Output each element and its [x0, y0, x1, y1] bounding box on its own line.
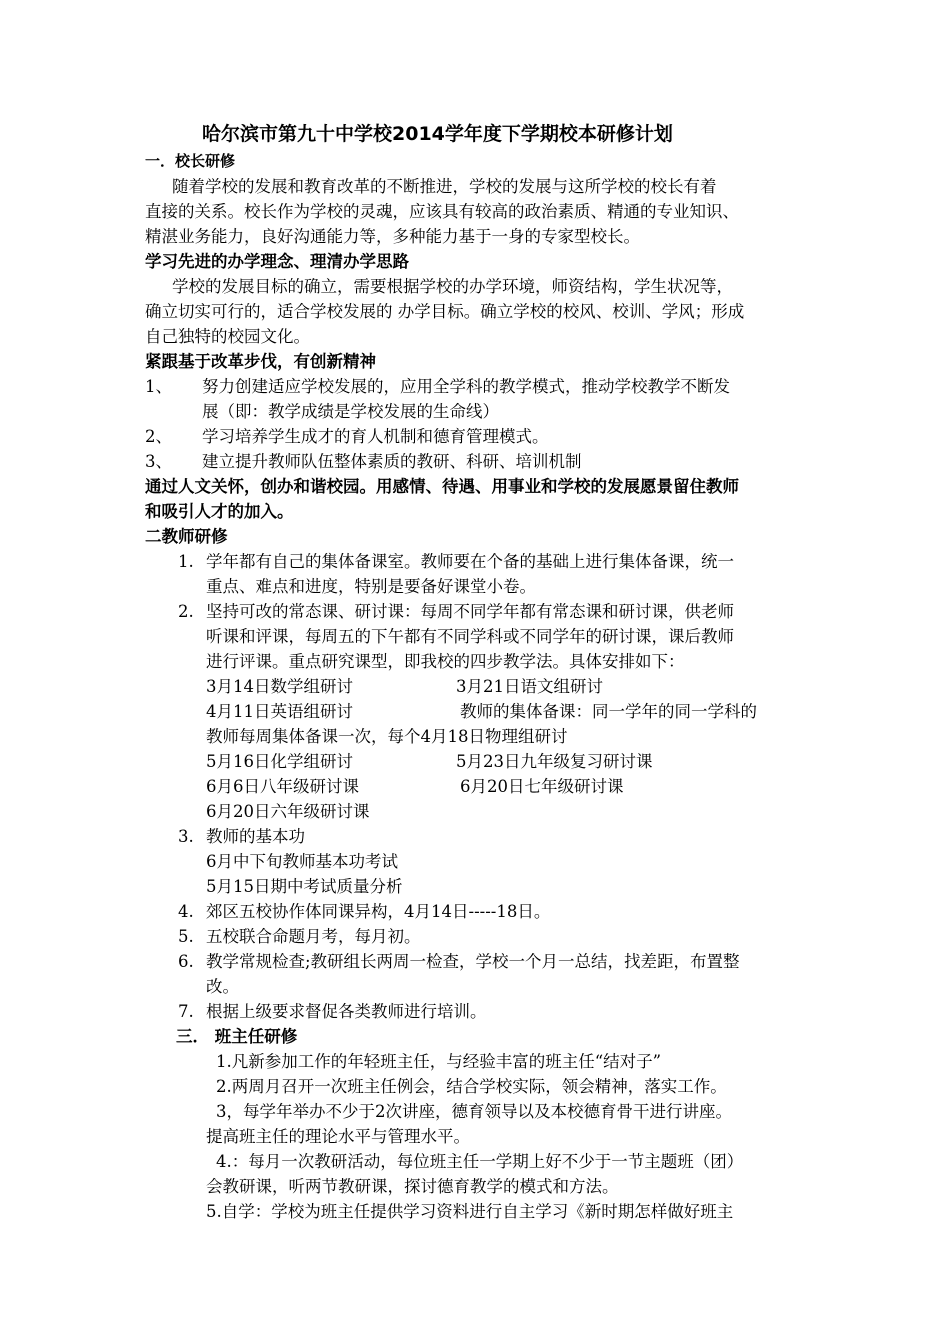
- s1-subheading-c: 通过人文关怀，创办和谐校园。用感情、待遇、用事业和学校的发展愿景留住教师: [145, 477, 739, 496]
- s1-para-a-line: 自己独特的校园文化。: [145, 327, 310, 346]
- s2-item-text: 教师的基本功: [206, 827, 305, 846]
- schedule-entry: 5月23日九年级复习研讨课: [456, 752, 653, 771]
- s1-intro-line: 直接的关系。校长作为学校的灵魂，应该具有较高的政治素质、精通的专业知识、: [145, 202, 739, 221]
- s3-line: 2.两周月召开一次班主任例会，结合学校实际，领会精神，落实工作。: [216, 1077, 727, 1096]
- schedule-entry: 4月11日英语组研讨: [206, 702, 353, 721]
- s1-para-a-line: 确立切实可行的，适合学校发展的 办学目标。确立学校的校风、校训、学风；形成: [145, 302, 745, 321]
- s2-item-number: 3.: [178, 827, 194, 846]
- s2-item-text: 郊区五校协作体同课异构，4月14日-----18日。: [206, 902, 551, 921]
- schedule-entry: 教师的集体备课：同一学年的同一学科的: [460, 702, 757, 721]
- s2-item-text: 教学常规检查;教研组长两周一检查，学校一个月一总结，找差距，布置整: [206, 952, 740, 971]
- s1-item-number: 2、: [145, 427, 172, 446]
- section3-heading: 三． 班主任研修: [176, 1027, 298, 1046]
- s1-item-number: 3、: [145, 452, 172, 471]
- s2-item3-sub: 5月15日期中考试质量分析: [206, 877, 403, 896]
- s1-intro-line: 精湛业务能力，良好沟通能力等，多种能力基于一身的专家型校长。: [145, 227, 640, 246]
- schedule-entry: 3月14日数学组研讨: [206, 677, 353, 696]
- s3-line: 1.凡新参加工作的年轻班主任，与经验丰富的班主任“结对子”: [216, 1052, 662, 1071]
- s2-item-number: 7.: [178, 1002, 194, 1021]
- s2-item3-sub: 6月中下旬教师基本功考试: [206, 852, 398, 871]
- schedule-entry: 3月21日语文组研讨: [456, 677, 603, 696]
- s2-item-text: 改。: [206, 977, 239, 996]
- s1-item-number: 1、: [145, 377, 172, 396]
- s2-item-text: 听课和评课，每周五的下午都有不同学科或不同学年的研讨课，课后教师: [206, 627, 734, 646]
- section2-heading: 二教师研修: [145, 527, 228, 546]
- document-title: 哈尔滨市第九十中学校2014学年度下学期校本研修计划: [202, 123, 673, 145]
- s1-item-text: 努力创建适应学校发展的，应用全学科的教学模式，推动学校教学不断发: [202, 377, 730, 396]
- section1-heading: 一．校长研修: [145, 152, 236, 170]
- s2-item-number: 1.: [178, 552, 194, 571]
- s2-item-text: 五校联合命题月考，每月初。: [206, 927, 421, 946]
- s1-para-a-line: 学校的发展目标的确立，需要根据学校的办学环境，师资结构，学生状况等，: [172, 277, 733, 296]
- s2-item-text: 重点、难点和进度，特别是要备好课堂小卷。: [206, 577, 536, 596]
- s2-item-number: 2.: [178, 602, 194, 621]
- schedule-entry: 6月6日八年级研讨课: [206, 777, 359, 796]
- s1-item-text: 学习培养学生成才的育人机制和德育管理模式。: [202, 427, 549, 446]
- s2-item-text: 进行评课。重点研究课型，即我校的四步教学法。具体安排如下：: [206, 652, 685, 671]
- s3-line: 5.自学：学校为班主任提供学习资料进行自主学习《新时期怎样做好班主: [206, 1202, 734, 1221]
- s3-line: 提高班主任的理论水平与管理水平。: [206, 1127, 470, 1146]
- s1-subheading-a: 学习先进的办学理念、理清办学思路: [145, 252, 409, 271]
- schedule-entry: 6月20日七年级研讨课: [460, 777, 624, 796]
- s1-subheading-b: 紧跟基于改革步伐，有创新精神: [145, 352, 376, 371]
- s2-item-text: 根据上级要求督促各类教师进行培训。: [206, 1002, 487, 1021]
- s1-subheading-c: 和吸引人才的加入。: [145, 502, 294, 521]
- s1-item-text: 建立提升教师队伍整体素质的教研、科研、培训机制: [202, 452, 582, 471]
- s1-intro-line: 随着学校的发展和教育改革的不断推进，学校的发展与这所学校的校长有着: [172, 177, 717, 196]
- s3-line: 3，每学年举办不少于2次讲座，德育领导以及本校德育骨干进行讲座。: [216, 1102, 732, 1121]
- s3-line: 会教研课，听两节教研课，探讨德育教学的模式和方法。: [206, 1177, 619, 1196]
- s2-item-text: 学年都有自己的集体备课室。教师要在个备的基础上进行集体备课，统一: [206, 552, 734, 571]
- s3-line: 4.：每月一次教研活动，每位班主任一学期上好不少于一节主题班（团）: [216, 1152, 744, 1171]
- s1-item-text: 展（即：教学成绩是学校发展的生命线）: [202, 402, 499, 421]
- schedule-entry: 6月20日六年级研讨课: [206, 802, 370, 821]
- s2-item-text: 坚持可改的常态课、研讨课：每周不同学年都有常态课和研讨课，供老师: [206, 602, 734, 621]
- schedule-entry: 教师每周集体备课一次，每个4月18日物理组研讨: [206, 727, 568, 746]
- schedule-entry: 5月16日化学组研讨: [206, 752, 353, 771]
- s2-item-number: 6.: [178, 952, 194, 971]
- s2-item-number: 4.: [178, 902, 194, 921]
- s2-item-number: 5.: [178, 927, 194, 946]
